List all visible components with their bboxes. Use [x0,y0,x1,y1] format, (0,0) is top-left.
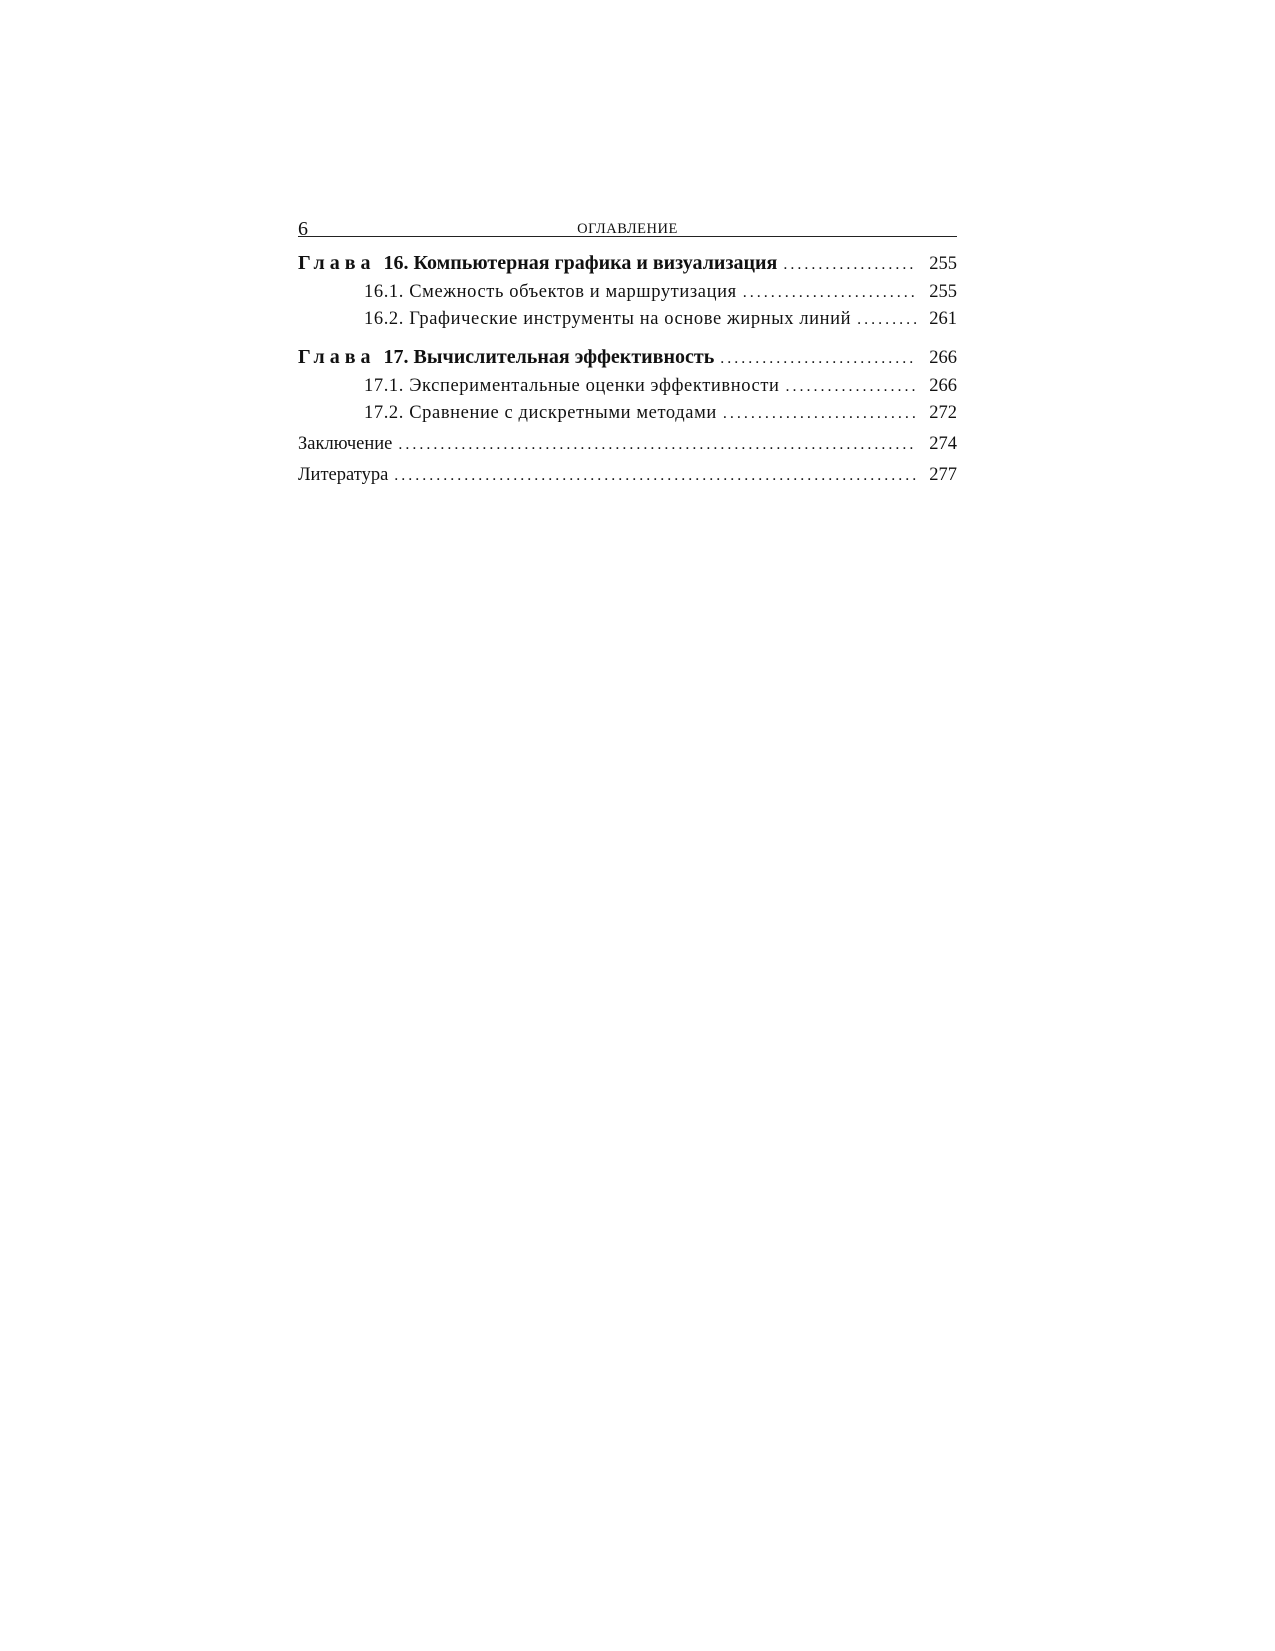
section-title: 16.1. Смежность объектов и маршрутизация [364,282,737,302]
toc-section-17-2[interactable] [298,400,957,427]
book-page [298,206,957,489]
section-title: 16.2. Графические инструменты на основе жирных линий [364,309,852,329]
dot-leader [723,400,917,427]
toc-references[interactable] [298,462,957,489]
dot-leader [743,279,917,306]
toc-chapter-17[interactable] [298,343,957,373]
toc-page-number: 255 [929,282,957,302]
section-title: 17.2. Сравнение с дискретными методами [364,403,717,423]
toc-page-number: 261 [929,309,957,329]
entry-title: Литература [298,465,389,485]
toc-section-17-1[interactable] [298,373,957,400]
toc-section-16-1[interactable] [298,279,957,306]
running-head [298,206,957,240]
dot-leader [786,373,917,400]
chapter-prefix: Глава [298,252,376,274]
toc-page-number: 266 [929,376,957,396]
entry-title: Заключение [298,434,393,454]
toc-page-number: 277 [929,465,957,485]
page-number: 6 [298,218,308,240]
toc-page-number: 255 [929,254,957,274]
dot-leader [394,462,917,489]
chapter-title: 17. Вычислительная эффективность [383,346,715,368]
chapter-heading [298,249,777,277]
dot-leader [398,431,917,458]
dot-leader [783,251,917,279]
toc-conclusion[interactable] [298,431,957,458]
toc-page-number: 274 [929,434,957,454]
dot-leader [857,306,917,333]
toc-page-number: 272 [929,403,957,423]
chapter-heading [298,343,714,371]
table-of-contents [298,249,957,489]
chapter-title: 16. Компьютерная графика и визуализация [383,252,778,274]
chapter-prefix: Глава [298,346,376,368]
toc-page-number: 266 [929,348,957,368]
toc-chapter-16[interactable] [298,249,957,279]
section-title: 17.1. Экспериментальные оценки эффективности [364,376,780,396]
running-head-title: ОГЛАВЛЕНИЕ [577,221,678,237]
dot-leader [720,345,917,373]
toc-section-16-2[interactable] [298,306,957,333]
